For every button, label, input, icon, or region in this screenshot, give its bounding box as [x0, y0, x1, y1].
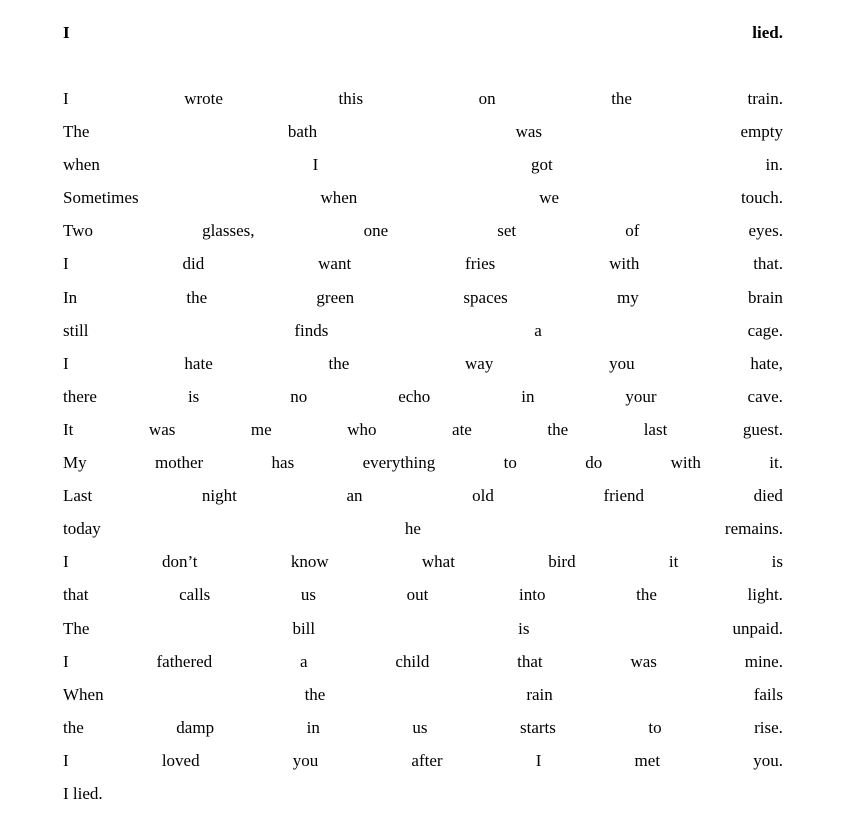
- poem-word: know: [290, 552, 329, 572]
- poem-word: into: [519, 585, 546, 605]
- poem-word: this: [338, 89, 364, 108]
- poem-word: last: [643, 419, 668, 439]
- poem-word: was: [630, 651, 657, 671]
- poem-word: I: [63, 353, 69, 373]
- poem-word: my: [617, 287, 639, 307]
- poem-word: I: [63, 254, 69, 274]
- poem-word: train.: [747, 89, 783, 108]
- poem-word: light.: [747, 585, 783, 605]
- poem-word: rain: [526, 684, 553, 704]
- poem-word: I lied.: [63, 783, 103, 803]
- poem-word: still: [63, 320, 89, 340]
- poem-word: the: [328, 353, 350, 373]
- poem-word: way: [465, 353, 494, 373]
- poem-word: no: [290, 386, 308, 406]
- poem-word: In: [63, 287, 78, 307]
- poem-word: ate: [452, 419, 472, 439]
- poem-word: in: [521, 386, 535, 406]
- poem-word: empty: [740, 122, 783, 142]
- poem-word: was: [148, 419, 176, 439]
- poem-word: glasses,: [202, 221, 255, 241]
- poem-line: [63, 748, 783, 781]
- poem-word: that: [63, 585, 89, 605]
- poem-word: want: [318, 254, 352, 274]
- poem-line: [63, 450, 783, 483]
- poem-word: night: [201, 486, 237, 506]
- poem-word: Sometimes: [63, 188, 139, 208]
- poem-word: an: [346, 486, 363, 506]
- poem-word: who: [347, 419, 377, 439]
- poem-word: was: [515, 122, 543, 142]
- poem-word: mother: [155, 453, 204, 473]
- poem-word: fathered: [156, 651, 213, 671]
- poem-body: [63, 86, 783, 814]
- poem-word: bath: [287, 122, 318, 142]
- poem-word: remains.: [724, 519, 783, 539]
- poem-word: the: [304, 684, 326, 704]
- poem-word: fails: [753, 684, 783, 704]
- poem-line: [63, 384, 783, 417]
- poem-line: [63, 185, 783, 218]
- poem-word: My: [63, 453, 87, 473]
- poem-word: bill: [292, 618, 316, 638]
- poem-word: you: [292, 750, 319, 770]
- poem-line: [63, 483, 783, 516]
- poem-word: I: [312, 155, 319, 175]
- document-page: [63, 20, 783, 814]
- poem-word: finds: [294, 320, 329, 340]
- poem-word: starts: [519, 717, 556, 737]
- poem-word: When: [63, 684, 104, 704]
- poem-word: when: [320, 188, 358, 208]
- poem-word: calls: [179, 585, 211, 605]
- poem-word: did: [182, 254, 205, 274]
- poem-word: us: [300, 585, 317, 605]
- poem-word: us: [412, 717, 428, 737]
- poem-word: a: [534, 320, 542, 340]
- poem-word: bird: [548, 552, 576, 572]
- poem-line: [63, 715, 783, 748]
- poem-line: [63, 516, 783, 549]
- poem-word: he: [404, 519, 421, 539]
- poem-word: spaces: [463, 287, 508, 307]
- poem-word: with: [670, 453, 701, 473]
- poem-word: fries: [465, 254, 496, 274]
- poem-word: you.: [753, 750, 783, 770]
- poem-word: wrote: [184, 89, 223, 108]
- poem-word: everything: [362, 453, 436, 473]
- poem-word: on: [478, 89, 496, 108]
- poem-line: [63, 616, 783, 649]
- poem-line: [63, 218, 783, 251]
- poem-word: friend: [603, 486, 645, 506]
- poem-word: your: [625, 386, 657, 406]
- poem-word: met: [634, 750, 661, 770]
- poem-word: in: [306, 717, 320, 737]
- poem-word: you: [609, 353, 635, 373]
- poem-word: to: [648, 717, 662, 737]
- poem-word: there: [63, 386, 97, 406]
- poem-word: The: [63, 122, 90, 142]
- poem-word: Last: [63, 486, 93, 506]
- poem-word: the: [547, 419, 569, 439]
- poem-word: mine.: [744, 651, 783, 671]
- poem-word: Two: [63, 221, 93, 241]
- poem-word: rise.: [754, 717, 783, 737]
- poem-word: It: [63, 419, 74, 439]
- title-word-right: lied.: [752, 23, 783, 42]
- poem-line: [63, 351, 783, 384]
- poem-word: green: [316, 287, 355, 307]
- poem-line: [63, 781, 783, 814]
- poem-word: set: [497, 221, 517, 241]
- poem-word: of: [625, 221, 640, 241]
- poem-word: the: [186, 287, 208, 307]
- poem-word: I: [63, 750, 69, 770]
- poem-word: we: [539, 188, 560, 208]
- poem-word: child: [395, 651, 430, 671]
- poem-word: damp: [176, 717, 215, 737]
- poem-line: [63, 119, 783, 152]
- poem-word: when: [63, 155, 100, 175]
- poem-line: [63, 582, 783, 615]
- poem-word: I: [63, 89, 69, 108]
- poem-word: I: [535, 750, 542, 770]
- poem-word: cage.: [747, 320, 783, 340]
- poem-word: that.: [753, 254, 783, 274]
- poem-line: [63, 549, 783, 582]
- poem-word: out: [406, 585, 429, 605]
- poem-word: a: [299, 651, 308, 671]
- poem-line: [63, 152, 783, 185]
- poem-word: cave.: [747, 386, 783, 406]
- poem-line: [63, 417, 783, 450]
- poem-word: got: [531, 155, 553, 175]
- poem-word: brain: [748, 287, 783, 307]
- poem-word: hate,: [750, 353, 783, 373]
- poem-word: do: [585, 453, 603, 473]
- poem-word: I: [63, 651, 69, 671]
- poem-word: the: [636, 585, 657, 605]
- poem-word: The: [63, 618, 90, 638]
- poem-word: in.: [765, 155, 783, 175]
- poem-word: the: [611, 89, 632, 108]
- poem-word: is: [518, 618, 530, 638]
- poem-word: it.: [769, 453, 783, 473]
- poem-word: loved: [161, 750, 200, 770]
- poem-word: old: [472, 486, 494, 506]
- poem-word: guest.: [742, 419, 783, 439]
- poem-word: echo: [398, 386, 431, 406]
- poem-line: [63, 318, 783, 351]
- poem-line: [63, 285, 783, 318]
- poem-word: unpaid.: [732, 618, 783, 638]
- poem-line: [63, 86, 783, 119]
- poem-word: that: [517, 651, 543, 671]
- poem-word: with: [609, 254, 640, 274]
- poem-word: today: [63, 519, 101, 539]
- poem-word: has: [271, 453, 295, 473]
- poem-word: to: [503, 453, 517, 473]
- title-word-left: I: [63, 23, 70, 42]
- poem-word: after: [411, 750, 443, 770]
- poem-line: [63, 251, 783, 284]
- poem-word: died: [753, 486, 783, 506]
- poem-word: me: [250, 419, 272, 439]
- poem-word: the: [63, 717, 84, 737]
- poem-line: [63, 682, 783, 715]
- poem-word: touch.: [740, 188, 783, 208]
- poem-word: eyes.: [748, 221, 783, 241]
- poem-line: [63, 649, 783, 682]
- poem-title: [63, 20, 783, 46]
- poem-word: is: [187, 386, 200, 406]
- poem-word: what: [421, 552, 455, 572]
- poem-word: one: [363, 221, 389, 241]
- poem-word: it: [668, 552, 679, 572]
- poem-word: is: [771, 552, 783, 572]
- poem-word: I: [63, 552, 69, 572]
- poem-word: don’t: [161, 552, 198, 572]
- poem-word: hate: [184, 353, 213, 373]
